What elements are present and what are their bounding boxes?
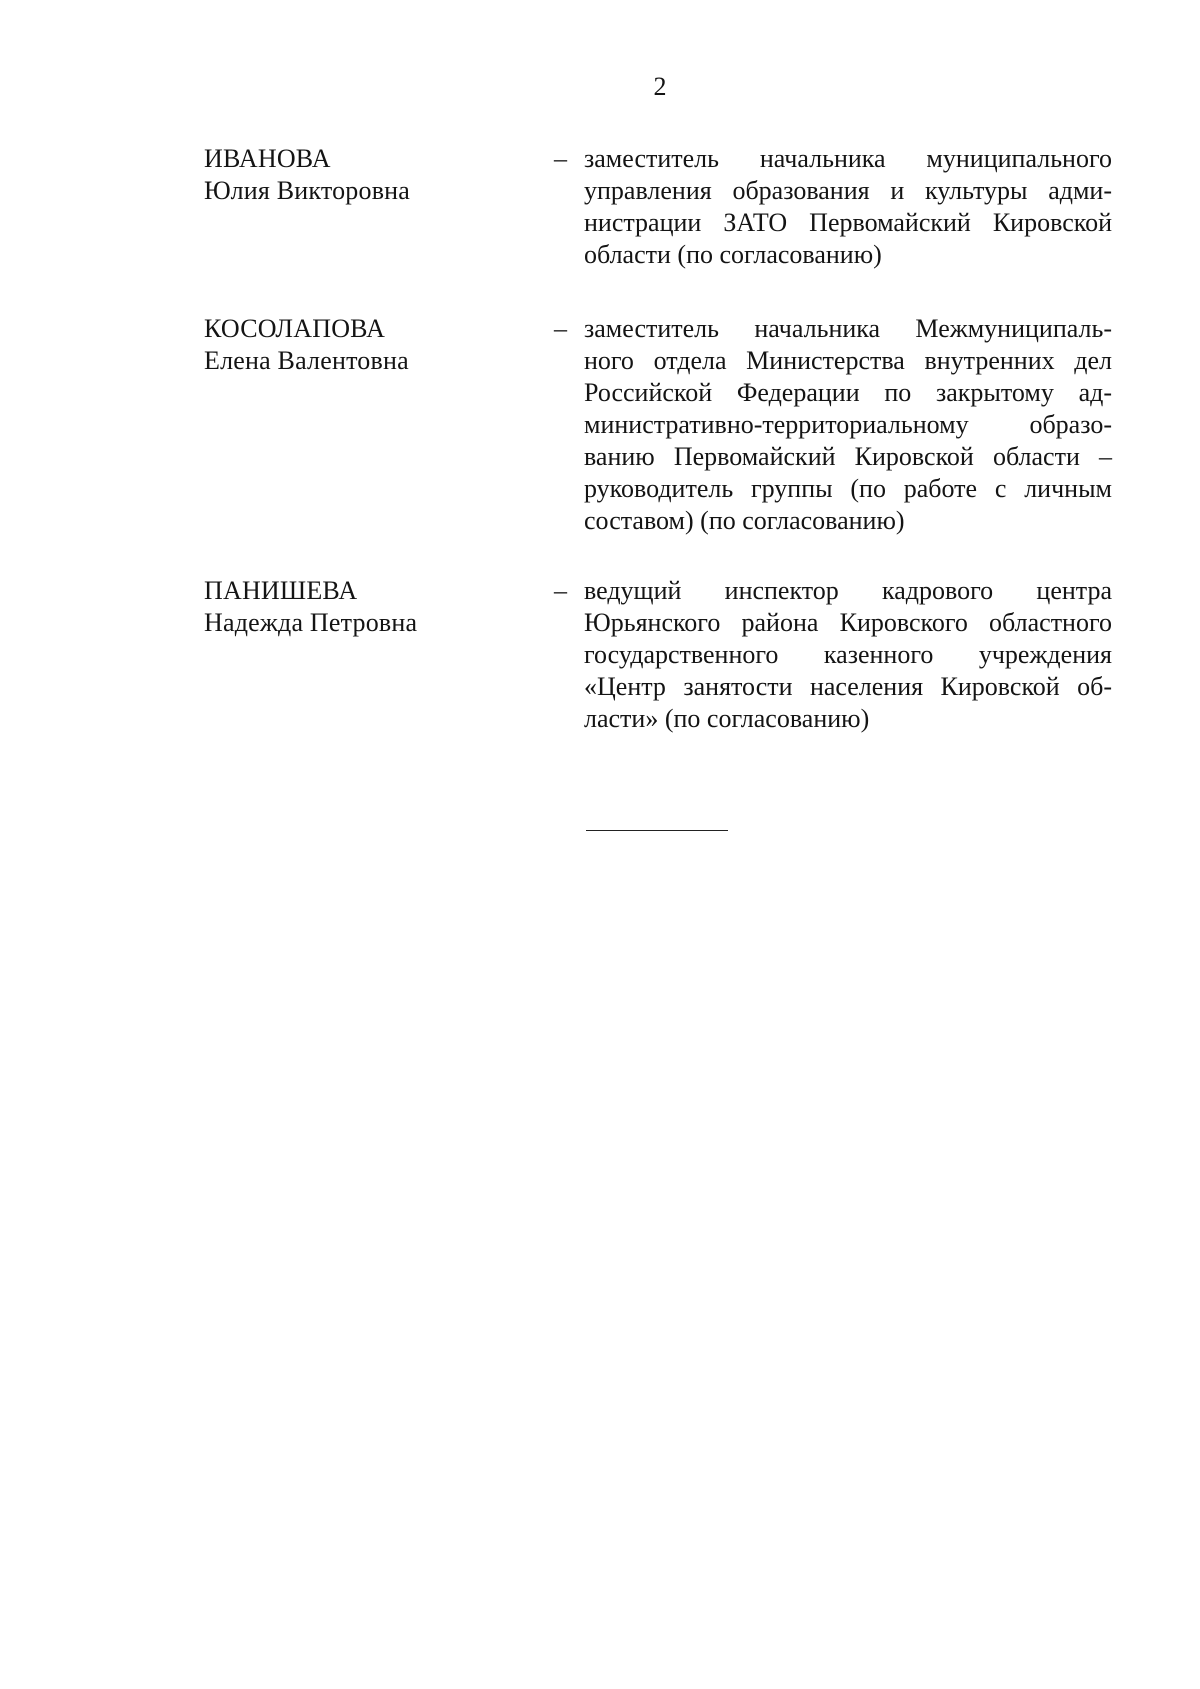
member-surname: КОСОЛАПОВА [204,314,386,343]
page-number: 2 [653,72,667,101]
role-line: ласти» (по согласованию) [584,704,870,733]
role-line: составом) (по согласованию) [584,506,905,535]
member-given-names: Елена Валентовна [204,346,409,375]
role-line: государственного казенного учреждения [584,640,1112,669]
role-line: заместитель начальника муниципального [584,144,1112,173]
end-rule [586,830,728,831]
role-line: Российской Федерации по закрытому ад- [584,378,1112,407]
role-line: управления образования и культуры адми- [584,176,1112,205]
member-name [204,575,417,639]
member-surname: ПАНИШЕВА [204,576,358,605]
member-role [584,313,1112,537]
role-line: «Центр занятости населения Кировской об- [584,672,1112,701]
member-role [584,143,1112,271]
role-line: области (по согласованию) [584,240,882,269]
role-line: ного отдела Министерства внутренних дел [584,346,1112,375]
member-name [204,313,409,377]
role-line: ванию Первомайский Кировской области – [584,442,1112,471]
role-line: Юрьянского района Кировского областного [584,608,1112,637]
role-line: руководитель группы (по работе с личным [584,474,1112,503]
member-role [584,575,1112,735]
role-line: министративно-территориальному образо- [584,410,1112,439]
member-given-names: Надежда Петровна [204,608,418,637]
member-name [204,143,410,207]
role-line: ведущий инспектор кадрового центра [584,576,1112,605]
member-surname: ИВАНОВА [204,144,331,173]
member-given-names: Юлия Викторовна [204,176,411,205]
role-dash: – [554,576,567,605]
role-dash: – [554,144,567,173]
role-line: нистрации ЗАТО Первомайский Кировской [584,208,1112,237]
role-dash: – [554,314,567,343]
role-line: заместитель начальника Межмуниципаль- [584,314,1112,343]
